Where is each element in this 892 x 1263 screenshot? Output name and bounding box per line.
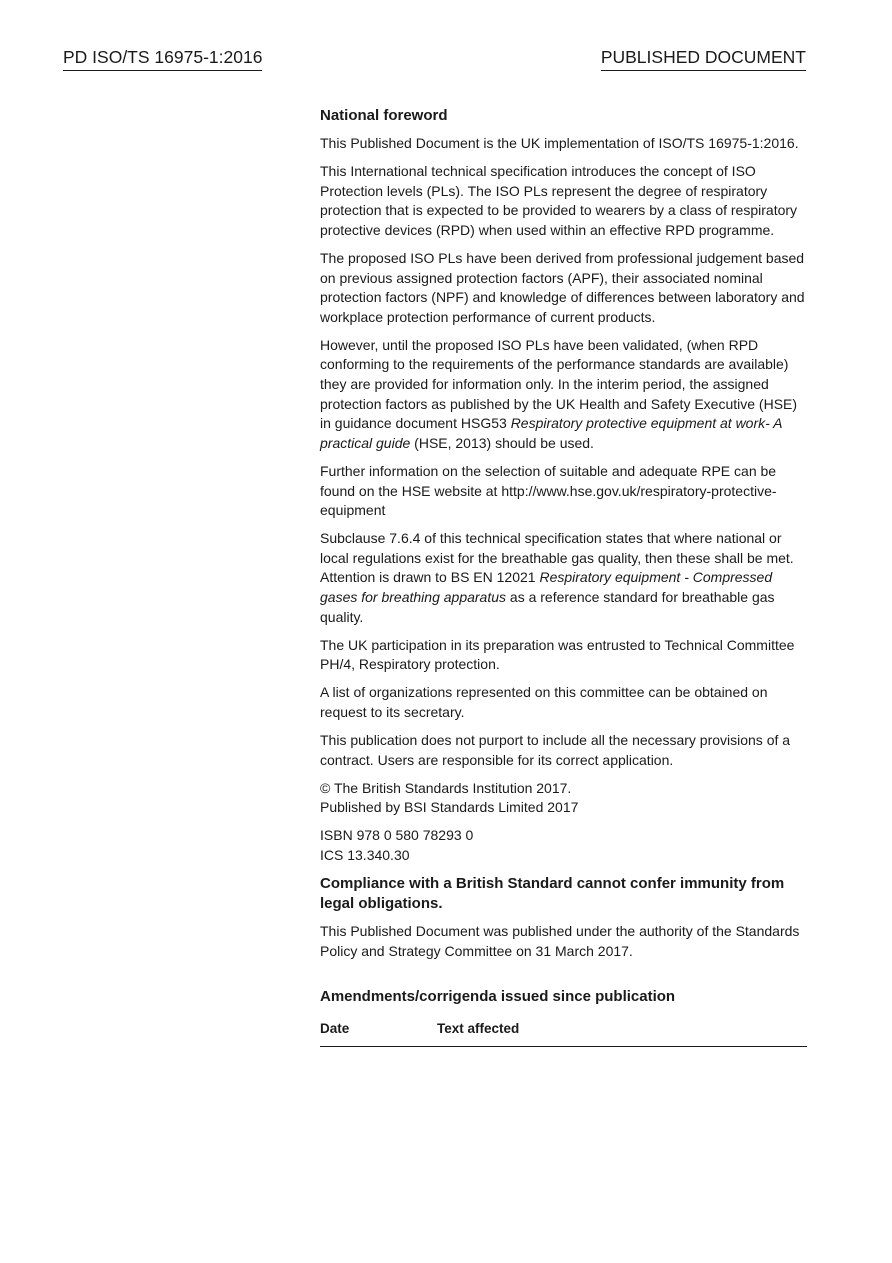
paragraph-interim-guidance [320,336,807,454]
document-type-label: PUBLISHED DOCUMENT [601,46,806,71]
amendments-heading: Amendments/corrigenda issued since publication [320,988,676,1006]
text-run: However, until the proposed ISO PLs have been validated, (when RPD conforming to the requirements of the performance standards are available) they are provided for information only. In the interim period, the assigned protection factors as published by the UK Health and Safety Executive (HSE) in guidance document HSG53 [320,336,798,432]
paragraph-committee: The UK participation in its preparation was entrusted to Technical Committee PH/4, Respiratory protection. [320,636,795,673]
amendments-table [320,1019,807,1047]
guide-title: Respiratory protective equipment at work- A practical guide [320,415,782,451]
paragraph-protection-levels: This International technical specification introduces the concept of ISO Protection levels (PLs). The ISO PLs represent the degree of respiratory protection that is expected to be provided to wearers by a class of respiratory protective devices (RPD) when used within an effective RPD programme. [320,163,798,238]
paragraph-hse-website: Further information on the selection of suitable and adequate RPE can be found on the HSE website at http://www.hse.gov.uk/respiratory-protective-equipment [320,462,777,519]
publisher-line: Published by BSI Standards Limited 2017 [320,799,579,816]
ics-line: ICS 13.340.30 [320,847,410,863]
standard-title: Respiratory equipment - Compressed gases for breathing apparatus [320,569,773,605]
identifier-block [320,826,807,865]
column-header-text-affected: Text affected [437,1019,807,1046]
text-run: (HSE, 2013) should be used. [410,434,594,451]
paragraph-derivation: The proposed ISO PLs have been derived from professional judgement based on previous assigned protection factors (APF), their associated nominal protection factors (NPF) and knowledge of differences between laboratory and workplace protection performance of current products. [320,249,805,325]
paragraph-disclaimer: This publication does not purport to include all the necessary provisions of a contract. Users are responsible for its correct application. [320,732,791,768]
section-heading: National foreword [320,107,448,124]
national-foreword-section [320,106,807,1047]
copyright-line: © The British Standards Institution 2017. [320,779,572,796]
table-header-row [320,1019,807,1046]
text-run: as a reference standard for breathable gas quality. [320,588,775,625]
copyright-block [320,779,807,818]
document-identifier: PD ISO/TS 16975-1:2016 [63,46,262,71]
compliance-statement: Compliance with a British Standard cannot confer immunity from legal obligations. [320,875,785,913]
paragraph-implementation: This Published Document is the UK implementation of ISO/TS 16975-1:2016. [320,135,799,151]
paragraph-organizations: A list of organizations represented on this committee can be obtained on request to its secretary. [320,684,768,720]
column-header-date: Date [320,1019,437,1046]
isbn-line: ISBN 978 0 580 78293 0 [320,827,474,844]
paragraph-gas-quality [320,529,807,627]
text-run: Subclause 7.6.4 of this technical specification states that where national or local regulations exist for the breathable gas quality, then these shall be met. Attention is drawn to BS EN 12021 [320,530,794,586]
paragraph-authority: This Published Document was published under the authority of the Standards Policy and Strategy Committee on 31 March 2017. [320,923,800,959]
